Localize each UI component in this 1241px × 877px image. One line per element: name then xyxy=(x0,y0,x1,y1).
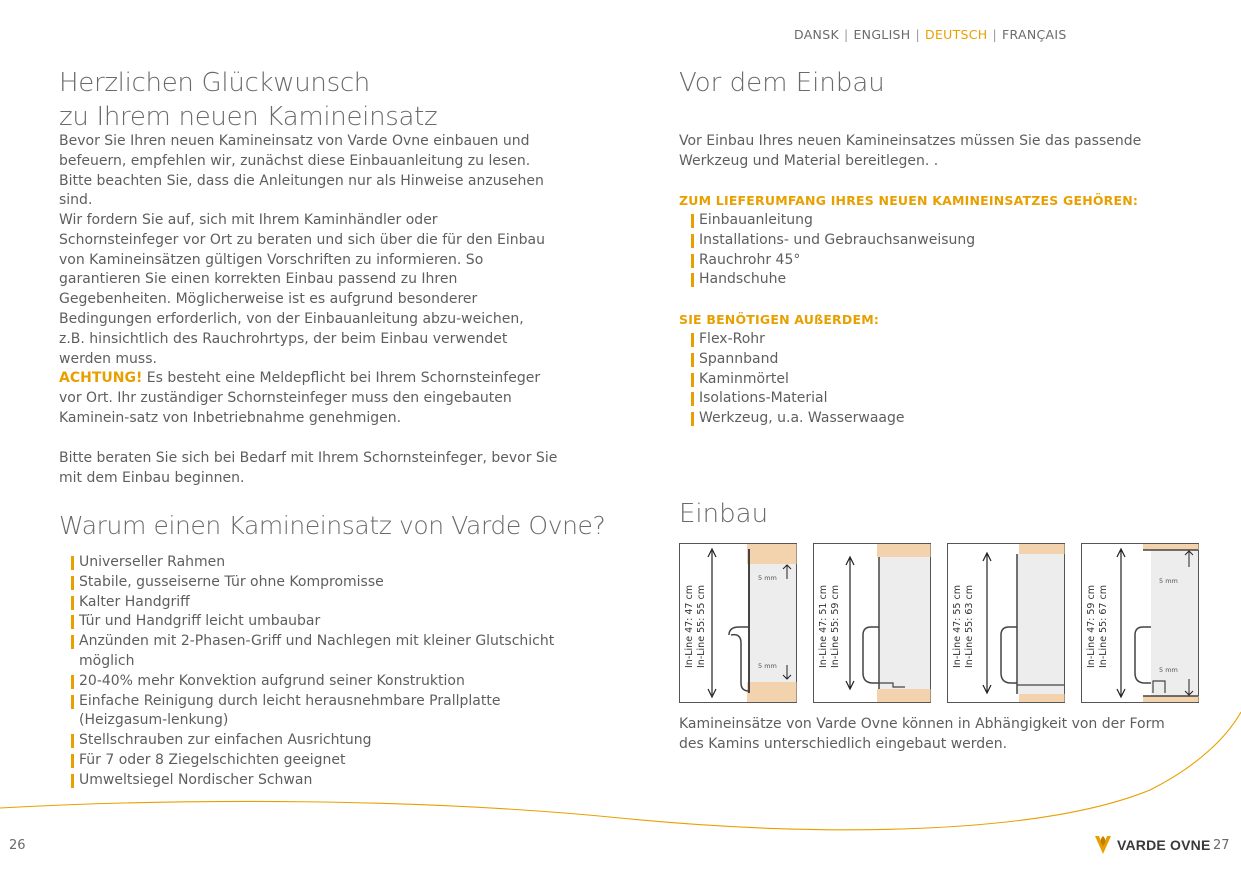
brick-bottom xyxy=(877,689,931,702)
dimension-label-55: In-Line 55: 59 cm xyxy=(830,585,841,668)
before-install-title: Vor dem Einbau xyxy=(679,68,885,98)
before-install-intro: Vor Einbau Ihres neuen Kamineinsatzes müssen Sie das passende Werkzeug und Material bereitlegen. . xyxy=(679,133,1142,169)
lang-separator: | xyxy=(992,27,998,42)
gap-bottom-label: 5 mm xyxy=(1159,666,1178,674)
brick-top xyxy=(747,544,797,564)
list-item: Handschuhe xyxy=(679,270,1139,290)
delivery-heading: ZUM LIEFERUMFANG IHRES NEUEN KAMINEINSATZES GEHÖREN: xyxy=(679,193,1139,208)
list-item: Flex-Rohr xyxy=(679,330,1139,350)
brick-bottom xyxy=(1143,696,1199,702)
insert-body xyxy=(1017,554,1064,694)
insert-body xyxy=(879,557,930,689)
delivery-list xyxy=(679,211,1139,290)
warning-label: ACHTUNG! xyxy=(59,370,143,386)
varde-logo-icon xyxy=(1093,834,1113,856)
brand-logo xyxy=(1093,834,1211,856)
dimension-label-55: In-Line 55: 67 cm xyxy=(1098,585,1109,668)
list-item: Für 7 oder 8 Ziegelschichten geeignet xyxy=(59,751,579,771)
brick-top xyxy=(877,544,931,557)
installation-diagram-3 xyxy=(947,543,1065,703)
why-title: Warum einen Kamineinsatz von Varde Ovne? xyxy=(59,511,606,540)
needed-heading: SIE BENÖTIGEN AUßERDEM: xyxy=(679,312,880,327)
lang-english[interactable]: ENGLISH xyxy=(853,27,911,42)
gap-top-label: 5 mm xyxy=(1159,577,1178,585)
installation-caption: Kamineinsätze von Varde Ovne können in Abhängigkeit von der Form des Kamins unterschiedlich eingebaut werden. xyxy=(679,716,1165,752)
warning-paragraph xyxy=(59,369,549,428)
dimension-label-47: In-Line 47: 59 cm xyxy=(1086,585,1097,668)
list-item: Stabile, gusseiserne Tür ohne Kompromisse xyxy=(59,573,579,593)
installation-diagram-2 xyxy=(813,543,931,703)
installation-title: Einbau xyxy=(679,499,769,529)
advice-paragraph: Wir fordern Sie auf, sich mit Ihrem Kaminhändler oder Schornsteinfeger vor Ort zu beraten und sich über die für den Einbau von Kamineinsätzen gültigen Vorschriften zu informieren. So garantieren Sie einen korrekten Einbau passend zu Ihren Gegebenheiten. Möglicherweise ist es aufgrund besonderer Bedingungen erforderlich, von der Einbauanleitung abzu-weichen, z.B. hinsichtlich des Rauchrohrtyps, der beim Einbau verwendet werden muss. xyxy=(59,212,546,367)
gap-bottom-label: 5 mm xyxy=(758,662,777,670)
lang-francais[interactable]: FRANÇAIS xyxy=(1002,27,1067,42)
list-item: Anzünden mit 2-Phasen-Griff und Nachlegen mit kleiner Glutschicht möglich xyxy=(59,632,579,672)
list-item: 20-40% mehr Konvektion aufgrund seiner Konstruktion xyxy=(59,672,579,692)
dimension-label-55: In-Line 55: 63 cm xyxy=(964,585,975,668)
consult-paragraph: Bitte beraten Sie sich bei Bedarf mit Ihrem Schornsteinfeger, bevor Sie mit dem Einbau beginnen. xyxy=(59,450,558,486)
lang-separator: | xyxy=(915,27,921,42)
list-item: Werkzeug, u.a. Wasserwaage xyxy=(679,409,1139,429)
list-item: Universeller Rahmen xyxy=(59,553,579,573)
list-item: Stellschrauben zur einfachen Ausrichtung xyxy=(59,731,579,751)
list-item: Installations- und Gebrauchsanweisung xyxy=(679,231,1139,251)
language-switcher xyxy=(794,27,1067,42)
congrats-title xyxy=(59,66,437,134)
congrats-title-line1: Herzlichen Glückwunsch xyxy=(59,68,370,98)
list-item: Isolations-Material xyxy=(679,389,1139,409)
list-item: Einfache Reinigung durch leicht herausnehmbare Prallplatte (Heizgasum-lenkung) xyxy=(59,692,579,732)
installation-diagram-4 xyxy=(1081,543,1199,703)
gap-top-label: 5 mm xyxy=(758,574,777,582)
list-item: Tür und Handgriff leicht umbaubar xyxy=(59,612,579,632)
page-number-left: 26 xyxy=(9,838,26,853)
dimension-label-47: In-Line 47: 51 cm xyxy=(818,585,829,668)
intro-paragraph: Bevor Sie Ihren neuen Kamineinsatz von Varde Ovne einbauen und befeuern, empfehlen wir, zunächst diese Einbauanleitung zu lesen. Bitte beachten Sie, dass die Anleitungen nur als Hinweise anzusehen sind. xyxy=(59,133,544,209)
lang-dansk[interactable]: DANSK xyxy=(794,27,839,42)
list-item: Rauchrohr 45° xyxy=(679,251,1139,271)
brick-bottom xyxy=(747,682,797,702)
congrats-title-line2: zu Ihrem neuen Kamineinsatz xyxy=(59,102,438,132)
dimension-label-55: In-Line 55: 55 cm xyxy=(696,585,707,668)
list-item: Umweltsiegel Nordischer Schwan xyxy=(59,771,579,791)
lang-separator: | xyxy=(843,27,849,42)
why-list xyxy=(59,553,579,791)
dimension-label-47: In-Line 47: 47 cm xyxy=(684,585,695,668)
installation-diagram-1 xyxy=(679,543,797,703)
list-item: Einbauanleitung xyxy=(679,211,1139,231)
brick-top xyxy=(1019,544,1065,554)
warning-text: Es besteht eine Meldepflicht bei Ihrem Schornsteinfeger vor Ort. Ihr zuständiger Schornsteinfeger muss den eingebauten Kaminein-satz von Inbetriebnahme genehmigen. xyxy=(59,370,541,426)
brand-name: VARDE OVNE xyxy=(1117,837,1211,853)
dimension-label-47: In-Line 47: 55 cm xyxy=(952,585,963,668)
brick-top xyxy=(1143,544,1199,550)
list-item: Kaminmörtel xyxy=(679,370,1139,390)
brick-bottom xyxy=(1019,694,1065,702)
lang-deutsch[interactable]: DEUTSCH xyxy=(925,27,988,42)
list-item: Kalter Handgriff xyxy=(59,593,579,613)
page-number-right: 27 xyxy=(1213,838,1230,853)
needed-list xyxy=(679,330,1139,429)
list-item: Spannband xyxy=(679,350,1139,370)
insert-body xyxy=(1151,550,1198,696)
